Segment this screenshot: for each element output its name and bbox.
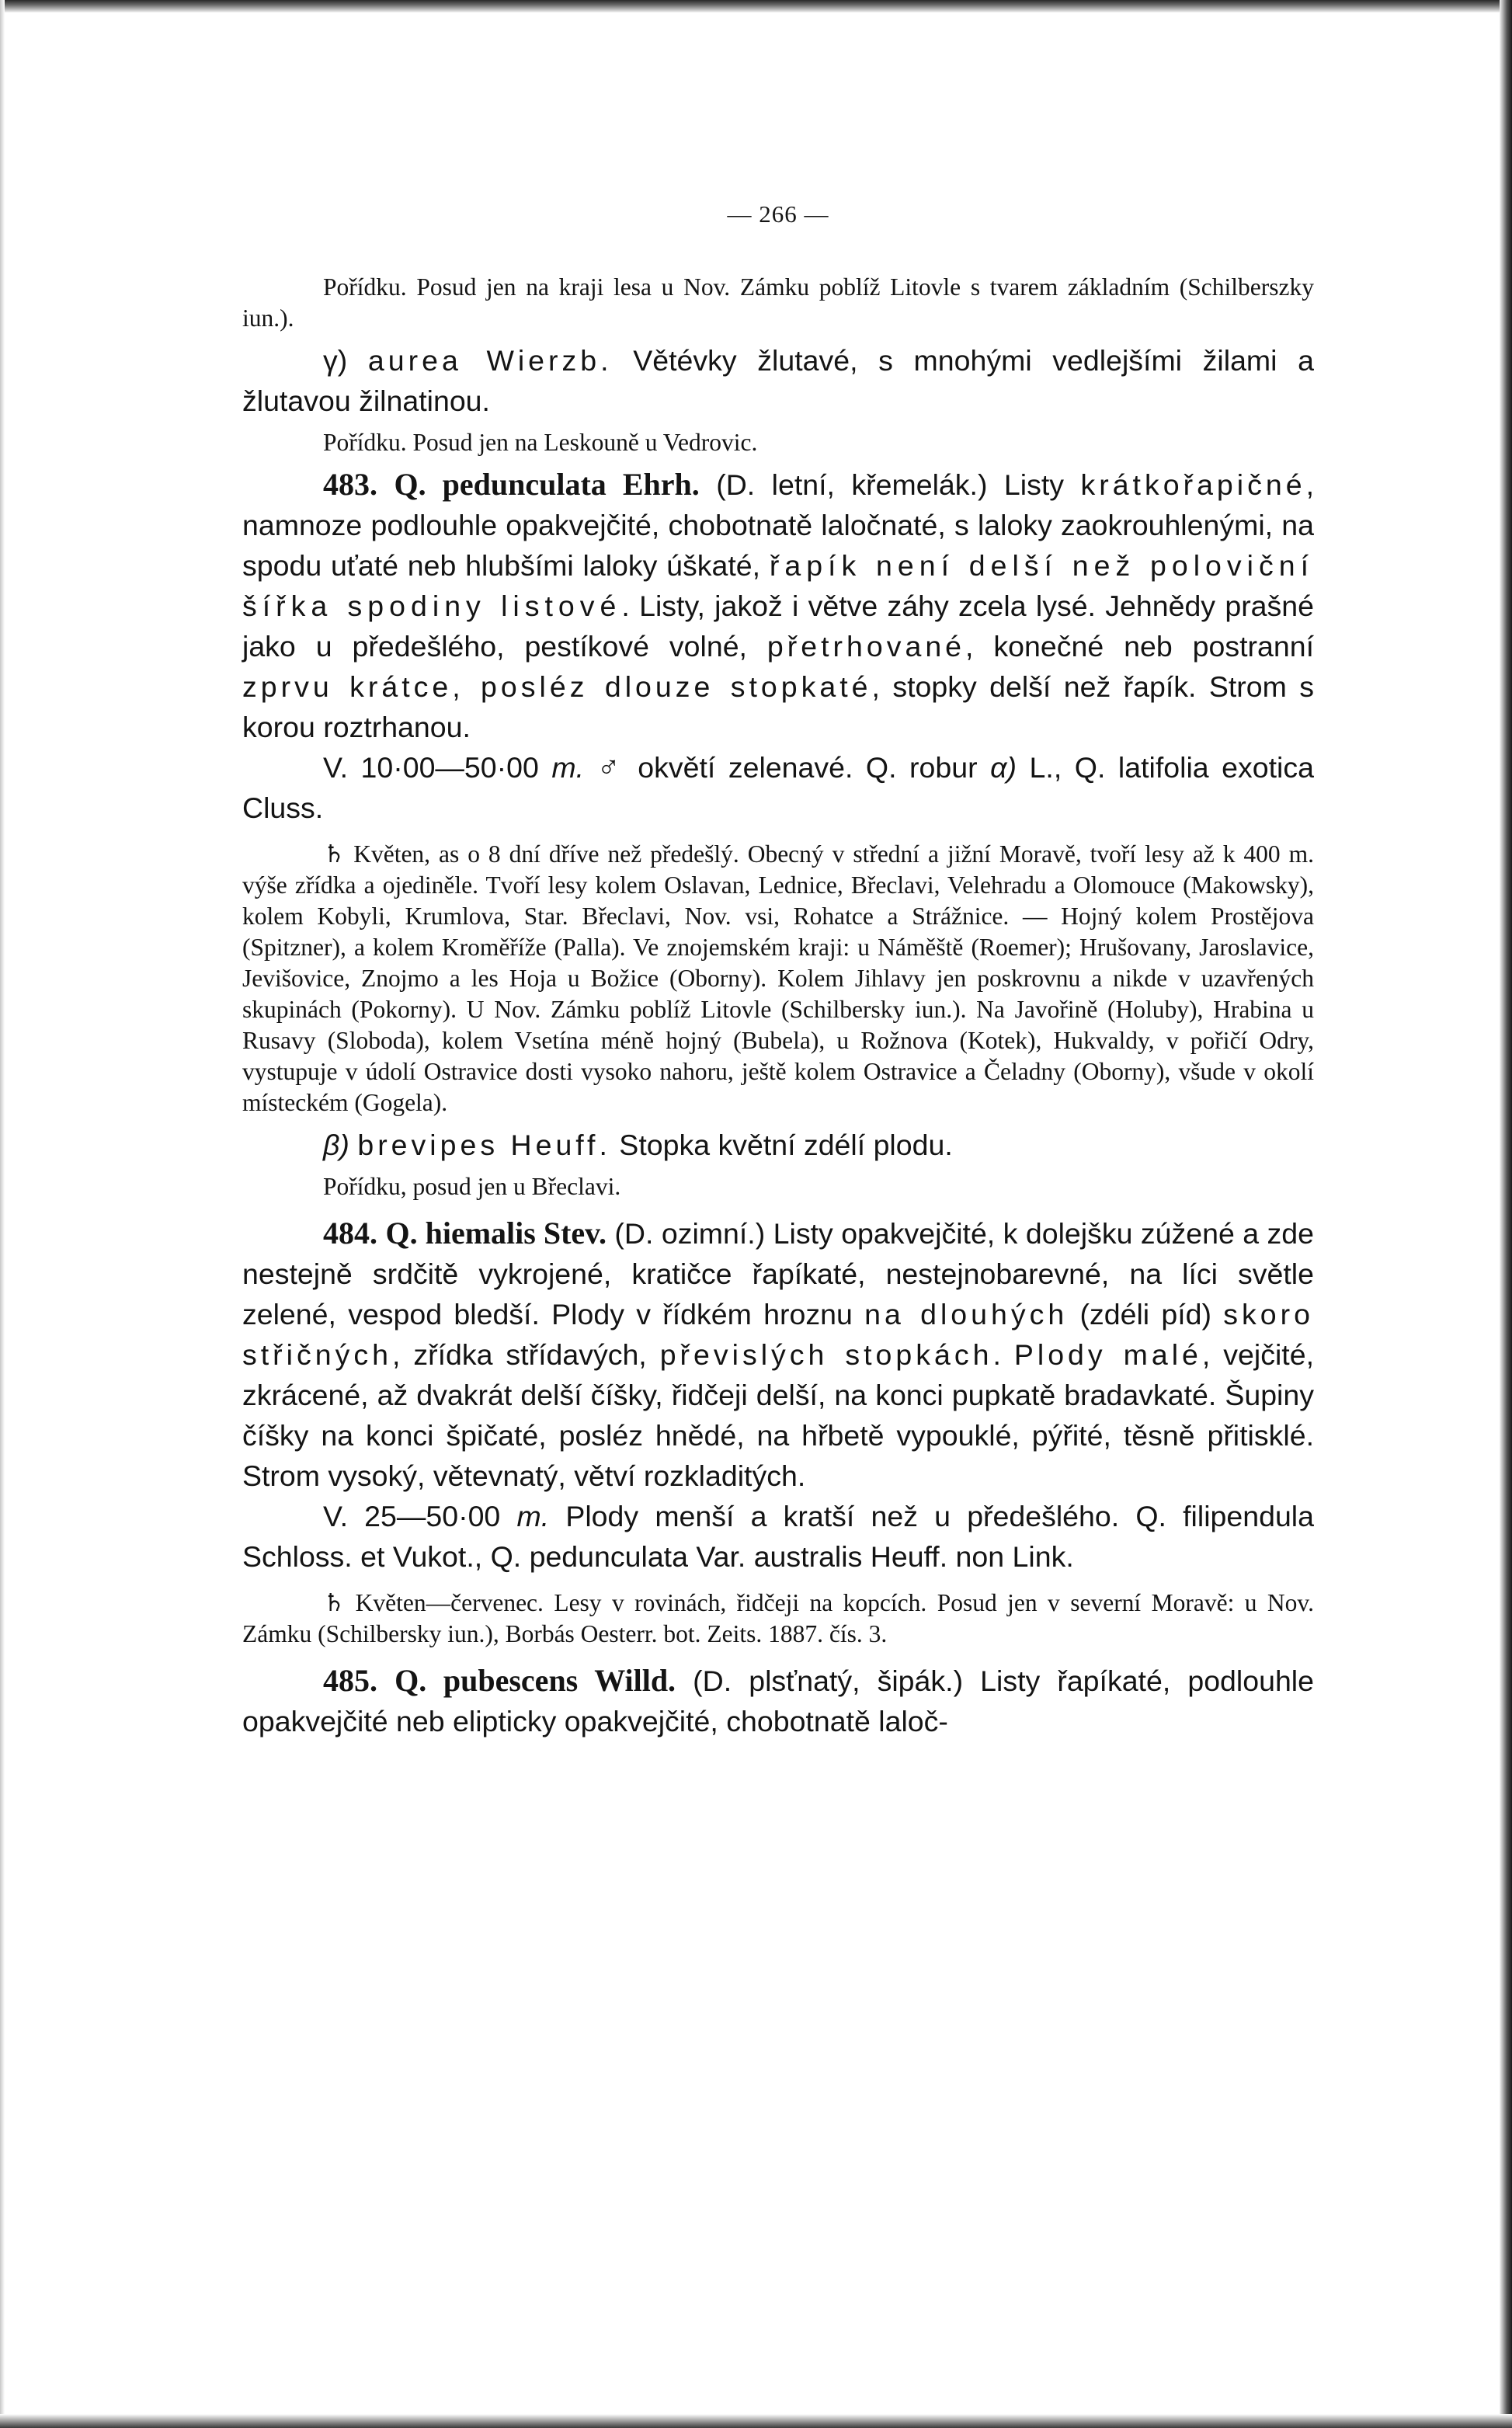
variety-description: Větévky žlutavé, s mnohými vedlejšími žilami a žlutavou žilnatinou. bbox=[242, 344, 1314, 417]
scan-edge-bottom bbox=[0, 2414, 1512, 2428]
spaced-text: převislých stopkách bbox=[659, 1338, 993, 1371]
species-number: 485. bbox=[323, 1663, 377, 1698]
text: okvětí zelenavé. Q. robur bbox=[624, 751, 991, 784]
text: , stopky delší než řapík. Strom s korou roztrhanou. bbox=[242, 670, 1314, 743]
note-locality-1: Pořídku. Posud jen na kraji lesa u Nov. Zámku poblíž Litovle s tvarem základním (Schilberszky iun.). bbox=[242, 273, 1314, 332]
unit-meters: m. bbox=[551, 751, 585, 784]
greek-beta: β) bbox=[323, 1129, 349, 1161]
text: , konečné neb postranní bbox=[965, 630, 1314, 663]
greek-alpha: α) bbox=[990, 751, 1017, 784]
spaced-text: Plody malé bbox=[1013, 1338, 1202, 1371]
unit-meters: m. bbox=[516, 1500, 550, 1532]
variety-aurea bbox=[242, 340, 1314, 421]
text: , vejčité, zkrácené, až dvakrát delší číšky, řidčeji delší, na konci pupkatě bradavkaté. Šupiny číšky na konci špičaté, posléz hnědé, na hřbetě vypouklé, pýřité, těsně přitisklé. Strom vysoký, větevnatý, větví rozkladitých. bbox=[242, 1338, 1314, 1492]
text: (D. plsťnatý, šipák.) Listy řapíkaté, podlouhle opakvejčité neb elipticky opakvejčité, chobotnatě laloč- bbox=[242, 1664, 1314, 1738]
spaced-text: zprvu krátce, posléz dlouze stopkaté bbox=[242, 670, 872, 703]
spaced-text: přetrhované bbox=[766, 630, 966, 663]
species-483 bbox=[242, 464, 1314, 747]
species-483-variant bbox=[242, 747, 1314, 828]
species-number: 483. bbox=[323, 467, 377, 502]
spaced-text: skoro střičných bbox=[242, 1298, 1314, 1371]
page-number: — 266 — bbox=[727, 200, 829, 228]
distribution-text: Květen—červenec. Lesy v rovinách, řidčeji na kopcích. Posud jen v severní Moravě: u Nov. Zámku (Schilbersky iun.), Borbás Oesterr. bot. Zeits. 1887. čís. 3. bbox=[242, 1589, 1314, 1647]
distribution-text: Květen, as o 8 dní dříve než předešlý. Obecný v střední a jižní Moravě, tvoří lesy až k 400 m. výše zřídka a ojediněle. Tvoří lesy kolem Oslavan, Lednice, Břeclavi, Velehradu a Olomouce (Makowsky), kolem Kobyli, Krumlova, Star. Břeclavi, Nov. vsi, Rohatce a Strážnice. — Hojný kolem Prostějova (Spitzner), a kolem Kroměříže (Palla). Ve znojemském kraji: u Náměště (Roemer); Hrušovany, Jaroslavice, Jevišovice, Znojmo a les Hoja u Božice (Oborny). Kolem Jihlavy jen poskrovnu a nikde v uzavřených skupinách (Pokorny). U Nov. Zámku poblíž Litovle (Schilbersky iun.). Na Javořině (Holuby), Hrabina u Rusavy (Sloboda), kolem Vsetína méně hojný (Bubela), u Rožnova (Kotek), Hukvaldy, v pořičí Odry, vystupuje v údolí Ostravice dosti vysoko nahoru, ještě kolem Ostravice a Čeladny (Oborny), všude v okolí místeckém (Gogela). bbox=[242, 840, 1315, 1116]
scan-edge-top bbox=[0, 0, 1512, 12]
species-485 bbox=[242, 1661, 1314, 1741]
text: (zdéli píd) bbox=[1068, 1298, 1224, 1331]
scan-edge-left bbox=[0, 0, 5, 2428]
species-484-distribution bbox=[242, 1588, 1314, 1650]
species-name: Q. hiemalis Stev. bbox=[385, 1216, 607, 1251]
text: . bbox=[992, 1338, 1014, 1371]
text: , namnoze podlouhle opakvejčité, chobotnatě laločnaté, s laloky zaokrouhlenými, na spodu uťaté neb hlubšími laloky úškaté, bbox=[242, 468, 1315, 582]
variety-name: aurea Wierzb. bbox=[367, 344, 613, 377]
variety-description: Stopka květní zdélí plodu. bbox=[610, 1129, 953, 1161]
text: , zřídka střídavých, bbox=[391, 1338, 660, 1371]
tree-symbol-icon: ♄ bbox=[323, 1589, 346, 1616]
species-name: Q. pubescens Willd. bbox=[395, 1663, 676, 1698]
text: V. 10·00—50·00 bbox=[323, 751, 552, 784]
greek-gamma: γ) bbox=[323, 344, 348, 377]
text: L., Q. latifolia exotica Cluss. bbox=[242, 751, 1314, 824]
note-locality-2: Pořídku. Posud jen na Leskouně u Vedrovic. bbox=[323, 429, 758, 456]
species-name: Q. pedunculata Ehrh. bbox=[394, 467, 700, 502]
text: (D. letní, křemelák.) Listy bbox=[716, 468, 1081, 501]
text: V. 25—50·00 bbox=[323, 1500, 517, 1532]
text: Plody menší a kratší než u předešlého. Q. filipendula Schloss. et Vukot., Q. pedunculata Var. australis Heuff. non Link. bbox=[242, 1500, 1314, 1573]
spaced-text: na dlouhých bbox=[864, 1298, 1069, 1331]
species-number: 484. bbox=[323, 1216, 377, 1251]
page-content bbox=[242, 200, 1314, 1741]
tree-symbol-icon: ♄ bbox=[323, 840, 346, 868]
species-484 bbox=[242, 1213, 1314, 1496]
male-symbol-icon: ♂ bbox=[596, 750, 625, 784]
species-483-distribution bbox=[242, 839, 1314, 1118]
spaced-text: řapík není delší než poloviční šířka spodiny listové bbox=[242, 549, 1314, 622]
scan-edge-right bbox=[1500, 0, 1512, 2428]
text: . Listy, jakož i větve záhy zcela lysé. Jehnědy prašné jako u předešlého, pestíkové volné, bbox=[242, 590, 1314, 663]
note-locality-3: Pořídku, posud jen u Břeclavi. bbox=[323, 1173, 621, 1200]
spaced-text: krátkořapičné bbox=[1080, 468, 1306, 501]
variety-brevipes bbox=[242, 1125, 1314, 1165]
text: (D. ozimní.) Listy opakvejčité, k dolejšku zúžené a zde nestejně srdčitě vykrojené, kratičce řapíkaté, nestejnobarevné, na líci světle zelené, vespod bledší. Plody v řídkém hroznu bbox=[242, 1217, 1315, 1331]
species-484-variant bbox=[242, 1496, 1314, 1577]
variety-name: brevipes Heuff. bbox=[357, 1129, 611, 1161]
